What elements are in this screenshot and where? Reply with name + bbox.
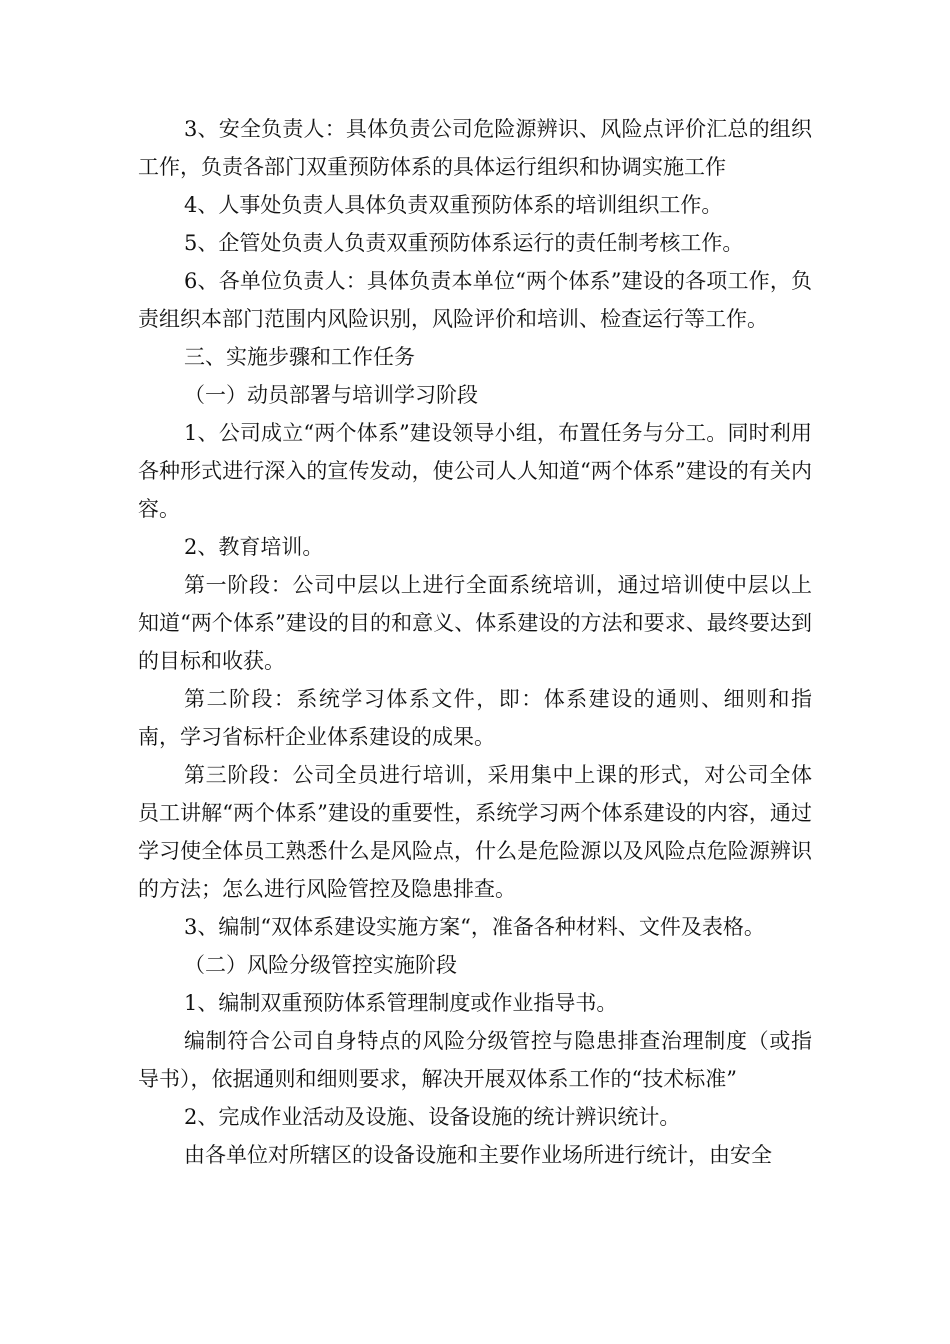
section-heading-steps: 三、实施步骤和工作任务 <box>184 345 415 369</box>
paragraph-stage-two: 第二阶段：系统学习体系文件，即：体系建设的通则、细则和指南，学习省标杆企业体系建设的成果。 <box>138 687 812 749</box>
subsection-heading-mobilization: （一）动员部署与培训学习阶段 <box>184 383 478 407</box>
paragraph-management-system: 1、编制双重预防体系管理制度或作业指导书。 <box>184 991 618 1015</box>
paragraph-stage-one: 第一阶段：公司中层以上进行全面系统培训，通过培训使中层以上知道“两个体系”建设的目的和意义、体系建设的方法和要求、最终要达到的目标和收获。 <box>138 573 812 673</box>
paragraph-unit-lead: 6、各单位负责人：具体负责本单位“两个体系”建设的各项工作，负责组织本部门范围内风险识别，风险评价和培训、检查运行等工作。 <box>138 269 812 331</box>
paragraph-stage-three: 第三阶段：公司全员进行培训，采用集中上课的形式，对公司全体员工讲解“两个体系”建设的重要性，系统学习两个体系建设的内容，通过学习使全体员工熟悉什么是风险点，什么是危险源以及风险点危险源辨识的方法；怎么进行风险管控及隐患排查。 <box>138 763 812 901</box>
paragraph-technical-standard: 编制符合公司自身特点的风险分级管控与隐患排查治理制度（或指导书），依据通则和细则要求，解决开展双体系工作的“技术标准” <box>138 1029 812 1091</box>
paragraph-hr-lead: 4、人事处负责人具体负责双重预防体系的培训组织工作。 <box>184 193 723 217</box>
paragraph-training: 2、教育培训。 <box>184 535 324 559</box>
paragraph-safety-lead: 3、安全负责人：具体负责公司危险源辨识、风险点评价汇总的组织工作，负责各部门双重预防体系的具体运行组织和协调实施工作 <box>138 117 812 179</box>
paragraph-equipment-statistics: 2、完成作业活动及设施、设备设施的统计辨识统计。 <box>184 1105 681 1129</box>
paragraph-leading-group: 1、公司成立“两个体系”建设领导小组，布置任务与分工。同时利用各种形式进行深入的宣传发动，使公司人人知道“两个体系”建设的有关内容。 <box>138 421 812 521</box>
paragraph-management-lead: 5、企管处负责人负责双重预防体系运行的责任制考核工作。 <box>184 231 744 255</box>
subsection-heading-risk-control: （二）风险分级管控实施阶段 <box>184 953 457 977</box>
paragraph-implementation-plan: 3、编制“双体系建设实施方案“，准备各种材料、文件及表格。 <box>184 915 765 939</box>
document-body <box>138 110 812 1174</box>
paragraph-unit-statistics: 由各单位对所辖区的设备设施和主要作业场所进行统计，由安全 <box>184 1143 772 1167</box>
